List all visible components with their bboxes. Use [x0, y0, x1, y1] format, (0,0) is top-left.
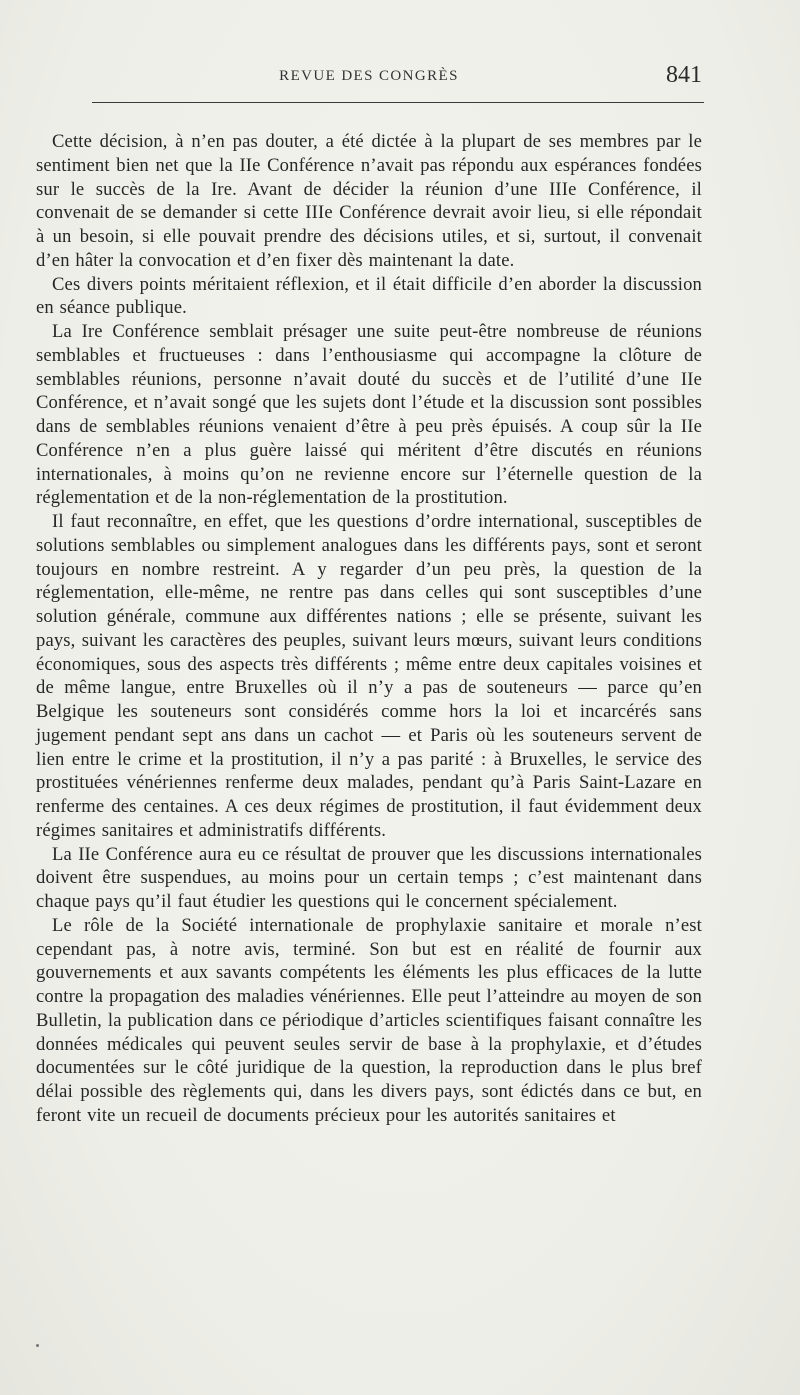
- page-number: 841: [666, 62, 702, 88]
- paragraph: Le rôle de la Société internationale de prophylaxie sanitaire et morale n’est cependant pas, à notre avis, terminé. Son but est en réalité de fournir aux gouvernements et aux savants compétents les éléments les plus efficaces de la lutte contre la propagation des maladies vénériennes. Elle peut l’atteindre au moyen de son Bulletin, la publication dans ce périodique d’articles scientifiques faisant connaître les données médicales qui peuvent seules servir de base à la prophylaxie, et d’études documentées sur le côté juridique de la question, la reproduction dans le plus bref délai possible des règlements qui, dans les divers pays, sont édictés dans ce but, en feront vite un recueil de documents précieux pour les autorités sanitaires et: [36, 914, 702, 1126]
- paragraph: La IIe Conférence aura eu ce résultat de prouver que les discussions internationales doivent être suspendues, au moins pour un certain temps ; c’est maintenant dans chaque pays qu’il faut étudier les questions qui le concernent spécialement.: [36, 843, 702, 912]
- paragraph: Ces divers points méritaient réflexion, et il était difficile d’en aborder la discussion en séance publique.: [36, 273, 702, 319]
- page-mark: [36, 1344, 39, 1347]
- header-rule: [92, 102, 704, 103]
- page-header: [36, 62, 702, 98]
- paragraph: Cette décision, à n’en pas douter, a été dictée à la plupart de ses membres par le sentiment bien net que la IIe Conférence n’avait pas répondu aux espérances fondées sur le succès de la Ire. Avant de décider la réunion d’une IIIe Conférence, il convenait de se demander si cette IIIe Conférence devrait avoir lieu, si elle répondait à un besoin, si elle pouvait prendre des décisions utiles, et si, surtout, il convenait d’en hâter la convocation et d’en fixer dès maintenant la date.: [36, 131, 702, 271]
- paragraph: Il faut reconnaître, en effet, que les questions d’ordre international, susceptibles de solutions semblables ou simplement analogues dans les différents pays, sont et seront toujours en nombre restreint. A y regarder d’un peu près, la question de la réglementation, elle-même, ne rentre pas dans celles qui sont susceptibles d’une solution générale, commune aux différentes nations ; elle se présente, suivant les pays, suivant les caractères des peuples, suivant leurs mœurs, suivant leurs conditions économiques, sous des aspects très différents ; même entre deux capitales voisines et de même langue, entre Bruxelles où il n’y a pas de souteneurs — parce qu’en Belgique les souteneurs sont considérés comme hors la loi et incarcérés sans jugement pendant sept ans dans un cachot — et Paris où les souteneurs servent de lien entre le crime et la prostitution, il n’y a pas parité : à Bruxelles, le service des prostituées vénériennes renferme deux malades, pendant qu’à Paris Saint-Lazare en renferme des centaines. A ces deux régimes de prostitution, il faut évidemment deux régimes sanitaires et administratifs différents.: [36, 511, 702, 841]
- body-text: [36, 130, 702, 1128]
- paragraph: La Ire Conférence semblait présager une suite peut-être nombreuse de réunions semblables et fructueuses : dans l’enthousiasme qui accompagne la clôture de semblables réunions, personne n’avait douté du succès et de l’utilité d’une IIe Conférence, et n’avait songé que les sujets dont l’étude et la discussion sont possibles dans de semblables réunions venaient d’être à peu près épuisés. A coup sûr la IIe Conférence n’en a plus guère laissé qui méritent d’être discutés en réunions internationales, à moins qu’on ne revienne encore sur l’éternelle question de la réglementation et de la non-réglementation de la prostitution.: [36, 321, 702, 509]
- running-title: REVUE DES CONGRÈS: [279, 68, 459, 84]
